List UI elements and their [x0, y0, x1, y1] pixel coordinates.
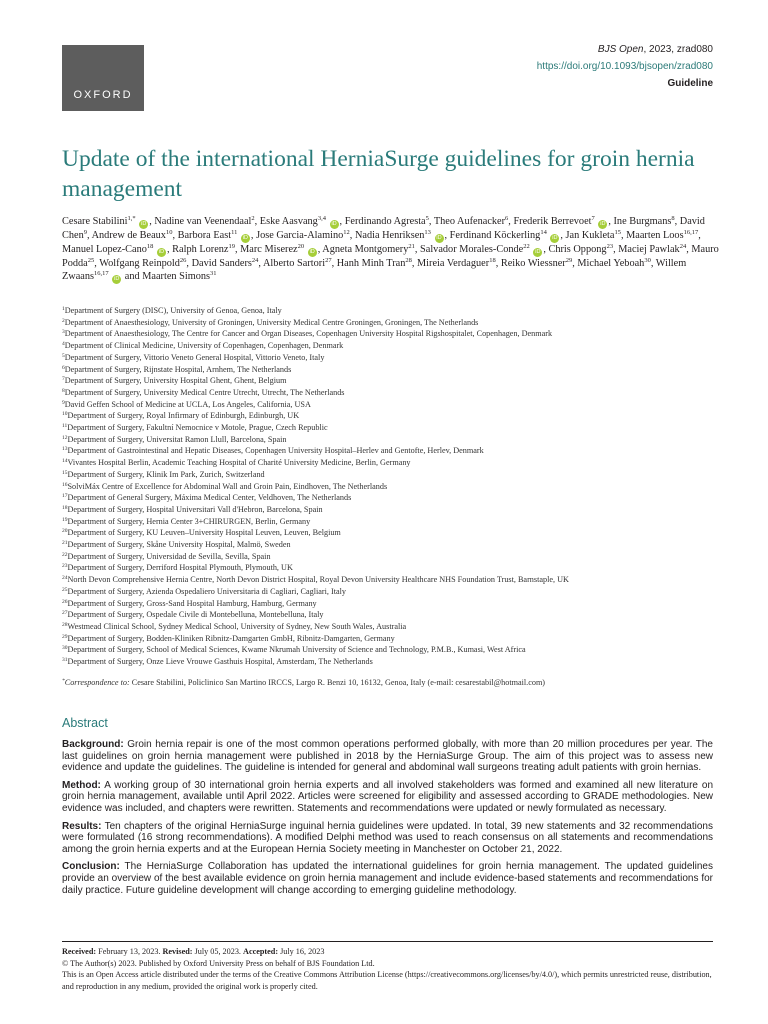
affiliation-item	[62, 551, 722, 563]
affiliation-item	[62, 598, 722, 610]
author-affiliation-ref: 16,17	[94, 270, 109, 277]
orcid-icon[interactable]: iD	[331, 221, 337, 227]
affiliation-text: Department of Surgery, Derriford Hospital Plymouth, Plymouth, UK	[67, 563, 293, 573]
affiliation-number: 16	[62, 481, 68, 488]
affiliation-number: 18	[62, 504, 68, 511]
author	[62, 244, 172, 255]
author-name: Maarten Simons	[142, 271, 211, 282]
affiliation-item	[62, 457, 722, 469]
article-title: Update of the international HerniaSurge guidelines for groin hernia management	[62, 146, 695, 202]
affiliation-number: 13	[62, 446, 68, 453]
correspondence-label	[62, 678, 130, 687]
abstract-heading: Abstract	[62, 716, 108, 730]
author	[345, 216, 434, 227]
author-affiliation-ref: 20	[297, 243, 305, 250]
author-affiliation-ref: 15	[614, 229, 621, 236]
orcid-icon[interactable]: iD	[436, 235, 442, 241]
author-separator: ,	[414, 244, 421, 255]
affiliation-number: 23	[62, 563, 68, 570]
abstract-section-label: Conclusion:	[62, 861, 120, 873]
author-name: Maciej Pawlak	[618, 244, 680, 255]
affiliation-number: 10	[62, 411, 68, 418]
affiliation-number: 3	[62, 329, 65, 336]
abstract-section-text: The HerniaSurge Collaboration has updated the international guidelines for groin hernia management. The updated guidelines provide an overview of the best available evidence on groin hernia management and include evidence-based statements and recommendations for daily practice. Future guideline development will change according to emerging guideline methodology.	[62, 861, 713, 896]
affiliation-item	[62, 586, 722, 598]
author-affiliation-ref: 9	[83, 229, 87, 236]
affiliation-item	[62, 305, 722, 317]
author-separator: ,	[495, 258, 501, 269]
author-separator: ,	[674, 216, 680, 227]
author-separator: ,	[87, 230, 92, 241]
author	[618, 244, 691, 255]
author-affiliation-ref: 25	[87, 257, 95, 264]
author	[337, 258, 417, 269]
orcid-icon[interactable]: iD	[242, 235, 248, 241]
affiliation-text: Department of Surgery, Azienda Ospedaliero Universitaria di Cagliari, Cagliari, Italy	[67, 586, 347, 596]
affiliation-item	[62, 481, 722, 493]
author-name: Michael Yeboah	[577, 258, 645, 269]
author-affiliation-ref: 5	[425, 215, 429, 222]
author-separator: ,	[620, 230, 627, 241]
author-separator: ,	[613, 244, 619, 255]
author-affiliation-ref: 6	[505, 215, 509, 222]
affiliation-number: 26	[62, 598, 68, 605]
affiliation-list	[62, 305, 722, 668]
affiliation-item	[62, 492, 722, 504]
orcid-icon[interactable]: iD	[600, 221, 606, 227]
affiliation-number: 4	[62, 341, 65, 348]
author-name: Andrew de Beaux	[91, 230, 166, 241]
author-affiliation-ref: 12	[343, 229, 350, 236]
orcid-icon[interactable]: iD	[158, 249, 165, 255]
author-name: Manuel Lopez-Cano	[62, 244, 147, 255]
accepted-date: July 16, 2023	[278, 947, 325, 956]
affiliation-item	[62, 656, 722, 668]
author	[434, 216, 514, 227]
correspondence-label-text: Correspondence to:	[64, 678, 130, 687]
affiliation-number: 20	[62, 528, 68, 535]
affiliation-text: Department of Surgery, Onze Lieve Vrouwe Gasthuis Hospital, Amsterdam, The Netherlands	[67, 657, 373, 667]
author-name: Chris Oppong	[548, 244, 607, 255]
author-affiliation-ref: 24	[251, 257, 259, 264]
affiliation-number: 21	[62, 540, 68, 547]
orcid-icon[interactable]: iD	[309, 249, 315, 255]
author-separator: ,	[234, 244, 241, 255]
affiliation-text: Department of Surgery (DISC), University of Genoa, Genoa, Italy	[64, 306, 282, 315]
author-name: Cesare Stabilini	[62, 216, 128, 227]
author-name: Ine Burgmans	[613, 216, 672, 227]
affiliation-item	[62, 352, 722, 364]
affiliation-text: Department of General Surgery, Máxima Medical Center, Veldhoven, The Netherlands	[67, 493, 352, 503]
author-separator: ,	[411, 258, 418, 269]
journal-meta	[537, 41, 713, 92]
author	[192, 258, 263, 269]
affiliation-number: 17	[62, 493, 68, 500]
affiliation-number: 9	[62, 399, 65, 406]
abstract-section	[62, 861, 713, 896]
author-affiliation-ref: 13	[424, 229, 431, 236]
author-name: Theo Aufenacker	[433, 216, 506, 227]
author	[548, 244, 618, 255]
affiliation-text: Department of Surgery, Hospital Universitari Vall d'Hebron, Barcelona, Spain	[67, 504, 323, 514]
affiliation-text: Department of Surgery, KU Leuven–University Hospital Leuven, Leuven, Belgium	[67, 528, 341, 538]
affiliation-number: 28	[62, 621, 68, 628]
author	[99, 258, 191, 269]
author-separator: ,	[331, 258, 337, 269]
author-separator: ,	[543, 244, 549, 255]
author-name: Barbora East	[177, 230, 232, 241]
affiliation-item	[62, 422, 722, 434]
author-name: Frederik Berrevoet	[513, 216, 592, 227]
author	[62, 216, 154, 227]
affiliation-item	[62, 469, 722, 481]
author-separator: ,	[258, 258, 263, 269]
doi-link[interactable]: https://doi.org/10.1093/bjsopen/zrad080	[536, 61, 713, 72]
author-separator: ,	[560, 230, 566, 241]
author-separator: ,	[444, 230, 450, 241]
author-affiliation-ref: 2	[251, 215, 255, 222]
affiliation-text: Department of Surgery, Klinik Im Park, Zurich, Switzerland	[67, 469, 265, 479]
author-name: David Sanders	[191, 258, 252, 269]
abstract-section-text: Groin hernia repair is one of the most common operations performed globally, with more than 20 million procedures per year. The last guidelines on groin hernia management were published in 2018 by the HerniaSurge Group. The aim of this project was to assess new evidence and update the guidelines. The guideline is intended for general and abdominal wall surgeons treating adult patients with groin hernias.	[62, 739, 713, 774]
author	[417, 258, 501, 269]
author-name: Agneta Montgomery	[322, 244, 409, 255]
affiliation-number: 14	[62, 458, 68, 465]
affiliation-item	[62, 504, 722, 516]
author-name: Jose Garcia-Alamino	[256, 230, 344, 241]
author-affiliation-ref: 31	[210, 270, 217, 277]
correspondence-marker: *	[62, 678, 65, 684]
author-name: Ferdinando Agresta	[344, 216, 426, 227]
author-name: Maarten Loos	[626, 230, 684, 241]
author-affiliation-ref: 18	[146, 243, 154, 250]
author	[178, 230, 256, 241]
author-affiliation-ref: 29	[565, 257, 573, 264]
correspondence-text: Cesare Stabilini, Policlinico San Martino IRCCS, Largo R. Benzi 10, 16132, Genoa, Italy (e-mail: cesarestabil@hotmail.com)	[129, 678, 546, 687]
affiliation-number: 1	[62, 306, 65, 312]
author-separator: ,	[650, 258, 656, 269]
author-separator: ,	[94, 258, 100, 269]
affiliation-text: Department of Surgery, Universidad de Sevilla, Sevilla, Spain	[67, 551, 271, 561]
author	[172, 244, 240, 255]
author-name: Nadine van Veenendaal	[154, 216, 252, 227]
author-affiliation-ref: 30	[644, 257, 651, 264]
affiliation-text: Department of Surgery, Royal Infirmary of Edinburgh, Edinburgh, UK	[67, 411, 300, 421]
article-type: Guideline	[667, 78, 713, 89]
affiliation-text: Department of Surgery, Fakultní Nemocnice v Motole, Prague, Czech Republic	[67, 423, 328, 433]
author-separator: ,	[349, 230, 355, 241]
abstract-section	[62, 739, 713, 774]
abstract-section-text: Ten chapters of the original HerniaSurge inguinal hernia guidelines were updated. In total, 39 new statements and 32 recommendations were formulated (16 strong recommendations). A modified Delphi method was used to reach consensus on all statements and recommendations among the groin hernia experts and at the European Hernia Society meeting in Manchester on October 21, 2022.	[62, 820, 713, 855]
author-separator: ,	[608, 216, 614, 227]
affiliation-item	[62, 516, 722, 528]
author-separator: ,	[572, 258, 578, 269]
author-name: Alberto Sartori	[263, 258, 326, 269]
author-affiliation-ref: 3,4	[317, 215, 326, 222]
journal-year-id: , 2023, zrad080	[643, 44, 713, 55]
affiliation-text: Department of Surgery, Vittorio Veneto General Hospital, Vittorio Veneto, Italy	[64, 352, 325, 362]
author	[501, 258, 578, 269]
affiliation-number: 25	[62, 586, 68, 593]
affiliation-item	[62, 434, 722, 446]
affiliation-text: Department of Surgery, Gross-Sand Hospital Hamburg, Hamburg, Germany	[67, 598, 317, 608]
affiliation-item	[62, 562, 722, 574]
affiliation-number: 29	[62, 633, 68, 640]
affiliation-number: 6	[62, 364, 65, 371]
affiliation-item	[62, 410, 722, 422]
author-name: Marc Miserez	[240, 244, 298, 255]
author	[566, 230, 627, 241]
affiliation-text: Department of Surgery, Hernia Center 3+CHIRURGEN, Berlin, Germany	[67, 516, 311, 526]
author	[626, 230, 701, 241]
affiliation-item	[62, 364, 722, 376]
affiliation-text: David Geffen School of Medicine at UCLA, Los Angeles, California, USA	[64, 399, 311, 409]
author-affiliation-ref: 22	[523, 243, 530, 250]
author	[263, 258, 337, 269]
author	[614, 216, 680, 227]
affiliation-item	[62, 539, 722, 551]
affiliation-text: Department of Surgery, University Medical Centre Utrecht, Utrecht, The Netherlands	[64, 387, 345, 397]
author	[322, 244, 420, 255]
author-separator: ,	[254, 216, 260, 227]
author-separator: ,	[317, 244, 323, 255]
author-affiliation-ref: 18	[489, 257, 496, 264]
license-notice: This is an Open Access article distributed under the terms of the Creative Commons Attribution License (https://creativecommons.org/licenses/by/4.0/), which permits unrestricted reuse, distribution, and reproduction in any medium, provided the original work is properly cited.	[62, 970, 712, 991]
author-name: Salvador Morales-Conde	[420, 244, 524, 255]
author-name: Wolfgang Reinpold	[99, 258, 180, 269]
author-separator: ,	[149, 216, 155, 227]
affiliation-item	[62, 387, 722, 399]
affiliation-item	[62, 317, 722, 329]
author	[513, 216, 613, 227]
orcid-icon[interactable]: iD	[141, 221, 147, 227]
author-affiliation-ref: 1,*	[127, 215, 136, 222]
author-affiliation-ref: 16,17	[683, 229, 699, 236]
article-dates	[62, 946, 713, 958]
author-affiliation-ref: 21	[408, 243, 415, 250]
copyright-notice: © The Author(s) 2023. Published by Oxford University Press on behalf of BJS Foundation Ltd.	[62, 958, 375, 968]
affiliation-item	[62, 527, 722, 539]
author-name: Mireia Verdaguer	[417, 258, 490, 269]
journal-name: BJS Open	[597, 44, 644, 55]
author	[92, 230, 178, 241]
author	[260, 216, 345, 227]
affiliation-number: 12	[62, 434, 68, 441]
author	[240, 244, 322, 255]
affiliation-item	[62, 328, 722, 340]
affiliation-item	[62, 621, 722, 633]
affiliation-text: North Devon Comprehensive Hernia Centre, North Devon District Hospital, Royal Devon University Healthcare NHS Foundation Trust, Barnstaple, UK	[67, 575, 569, 585]
author-separator: ,	[428, 216, 434, 227]
author-separator: ,	[686, 244, 692, 255]
affiliation-text: Department of Surgery, Bodden-Kliniken Ribnitz-Damgarten GmbH, Ribnitz-Damgarten, Germany	[67, 633, 395, 643]
author-name: Hanh Minh Tran	[336, 258, 406, 269]
affiliation-text: Department of Anaesthesiology, The Centre for Cancer and Organ Diseases, Copenhagen University Hospital Rigshospitalet, Copenhagen, Denmark	[64, 329, 553, 339]
affiliation-item	[62, 445, 722, 457]
author-name: David Chen	[62, 216, 705, 241]
author-affiliation-ref: 23	[606, 243, 614, 250]
affiliation-text: Department of Surgery, University Hospital Ghent, Ghent, Belgium	[64, 376, 287, 386]
affiliation-item	[62, 644, 722, 656]
footer-divider	[62, 941, 713, 942]
author	[355, 230, 450, 241]
abstract-body	[62, 739, 713, 902]
author	[577, 258, 655, 269]
author-name: Willem Zwaans	[62, 258, 687, 282]
received-label: Received:	[62, 947, 97, 956]
affiliation-item	[62, 375, 722, 387]
orcid-icon[interactable]: iD	[535, 249, 541, 255]
author-affiliation-ref: 27	[325, 257, 332, 264]
author-separator: ,	[339, 216, 345, 227]
orcid-icon[interactable]: iD	[552, 235, 558, 241]
author	[450, 230, 566, 241]
author-affiliation-ref: 14	[540, 229, 547, 236]
author-affiliation-ref: 11	[231, 229, 238, 236]
author-separator: ,	[167, 244, 173, 255]
affiliation-number: 22	[62, 551, 68, 558]
abstract-section	[62, 780, 713, 815]
affiliation-number: 2	[62, 317, 65, 324]
affiliation-number: 24	[62, 575, 68, 582]
affiliation-text: SolviMáx Centre of Excellence for Abdominal Wall and Groin Pain, Eindhoven, The Netherlands	[67, 481, 388, 491]
affiliation-text: Department of Surgery, Ospedale Civile di Montebelluna, Montebelluna, Italy	[67, 610, 324, 620]
author-name: Jan Kukleta	[565, 230, 615, 241]
affiliation-number: 15	[62, 469, 68, 476]
author-name: Ralph Lorenz	[172, 244, 229, 255]
author-name: Reiko Wiessner	[500, 258, 566, 269]
author-name: Mauro Podda	[62, 244, 719, 269]
affiliation-number: 31	[62, 657, 68, 664]
affiliation-number: 7	[62, 376, 65, 383]
affiliation-number: 11	[62, 423, 68, 430]
accepted-label: Accepted:	[243, 947, 279, 956]
author	[154, 216, 259, 227]
affiliation-text: Department of Surgery, Skåne University Hospital, Malmö, Sweden	[67, 540, 291, 550]
author-affiliation-ref: 28	[405, 257, 412, 264]
author-separator: ,	[186, 258, 192, 269]
abstract-section-label: Background:	[62, 739, 124, 750]
author-affiliation-ref: 24	[679, 243, 687, 250]
author-affiliation-ref: 26	[179, 257, 187, 264]
affiliation-item	[62, 340, 722, 352]
author-separator: ,	[698, 230, 701, 241]
affiliation-text: Department of Surgery, Rijnstate Hospital, Arnhem, The Netherlands	[64, 364, 292, 374]
revised-label: Revised:	[162, 947, 193, 956]
author-affiliation-ref: 19	[228, 243, 235, 250]
article-footer	[62, 946, 713, 992]
author	[256, 230, 355, 241]
affiliation-item	[62, 609, 722, 621]
author-list	[62, 215, 722, 284]
abstract-section-text: A working group of 30 international groin hernia experts and all involved stakeholders was formed and examined all new literature on groin hernia management, available until April 2022. Articles were screened for eligibility and assessed according to GRADE methodologies. New evidence was included, and chapters were rewritten. Statements and recommendations were updated or newly formulated as necessary.	[62, 779, 713, 814]
affiliation-text: Department of Clinical Medicine, University of Copenhagen, Copenhagen, Denmark	[64, 341, 344, 351]
affiliation-item	[62, 399, 722, 411]
received-date: February 13, 2023.	[96, 947, 163, 956]
abstract-section-label: Results:	[62, 820, 102, 832]
affiliation-text: Westmead Clinical School, Sydney Medical School, University of Sydney, New South Wales, Australia	[67, 621, 407, 631]
author-separator: ,	[508, 216, 514, 227]
affiliation-number: 8	[62, 387, 65, 394]
revised-date: July 05, 2023.	[192, 947, 244, 956]
affiliation-text: Department of Surgery, Universitat Ramon Llull, Barcelona, Spain	[67, 434, 287, 444]
author-separator: ,	[172, 230, 178, 241]
orcid-icon[interactable]: iD	[114, 276, 120, 282]
affiliation-number: 27	[62, 610, 68, 617]
affiliation-number: 30	[62, 645, 68, 652]
author-affiliation-ref: 7	[591, 215, 595, 222]
affiliation-text: Department of Anaesthesiology, University of Groningen, University Medical Centre Groningen, Groningen, The Netherlands	[64, 317, 479, 327]
affiliation-number: 19	[62, 516, 68, 523]
author	[420, 244, 548, 255]
author	[142, 271, 216, 282]
author-separator: and	[122, 271, 143, 282]
abstract-section	[62, 821, 713, 856]
author-affiliation-ref: 10	[165, 229, 173, 236]
affiliation-number: 5	[62, 352, 65, 359]
correspondence	[62, 677, 722, 688]
author-separator: ,	[250, 230, 257, 241]
affiliation-text: Department of Gastrointestinal and Hepatic Diseases, Copenhagen University Hospital–Herlev and Gentofte, Herlev, Denmark	[67, 446, 484, 456]
author-affiliation-ref: 8	[671, 215, 675, 222]
oxford-logo: OXFORD	[62, 45, 144, 111]
affiliation-item	[62, 574, 722, 586]
author-name: Nadia Henriksen	[354, 230, 425, 241]
affiliation-text: Vivantes Hospital Berlin, Academic Teaching Hospital of Charité University Medicine, Berlin, Germany	[67, 458, 411, 468]
journal-citation	[537, 41, 713, 58]
author-name: Ferdinand Köckerling	[449, 230, 541, 241]
abstract-section-label: Method:	[62, 779, 101, 791]
author-name: Eske Aasvang	[259, 216, 318, 227]
affiliation-item	[62, 633, 722, 645]
affiliation-text: Department of Surgery, School of Medical Sciences, Kwame Nkrumah University of Science and Technology, P.M.B., Kumasi, West Africa	[67, 645, 526, 655]
